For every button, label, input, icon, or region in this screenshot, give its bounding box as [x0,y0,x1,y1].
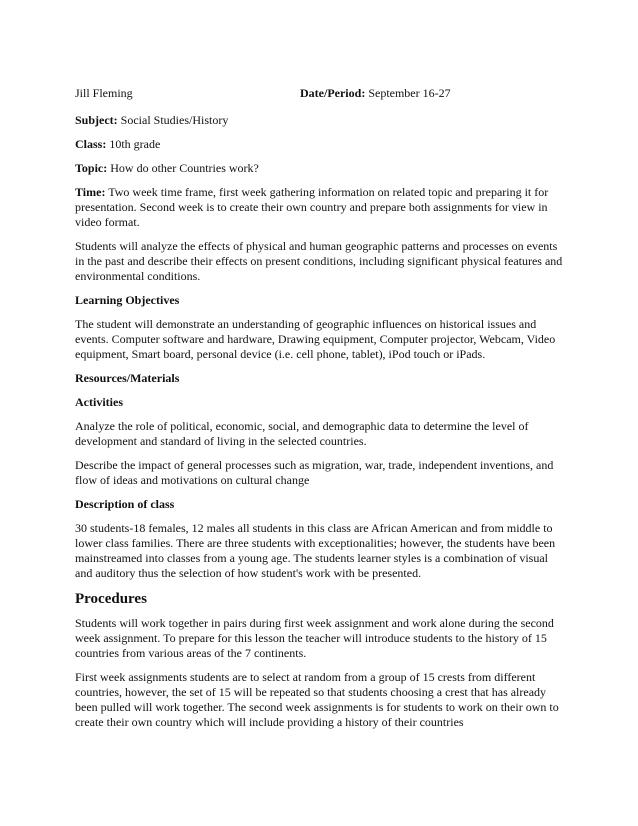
subject-field [75,113,567,128]
time-value: Two week time frame, first week gathering information on related topic and preparing it for presentation. Second week is to create their own country and prepare both assignments for view in video format. [75,185,549,229]
learning-objectives-text: The student will demonstrate an understanding of geographic influences on historical issues and events. Computer software and hardware, Drawing equipment, Computer projector, Webcam, Video equipment, Smart board, personal device (i.e. cell phone, tablet), iPod touch or iPads. [75,317,556,361]
procedures-paragraph: First week assignments students are to select at random from a group of 15 crests from different countries, however, the set of 15 will be repeated so that students choosing a crest that has already been pulled will work together. The second week assignments is for students to work on their own to create their own country which will include providing a history of their countries [75,670,559,729]
procedures-paragraph: Students will work together in pairs during first week assignment and work alone during the second week assignment. To prepare for this lesson the teacher will introduce students to the history of 15 countries from various areas of the 7 continents. [75,616,554,660]
resources-heading: Resources/Materials [75,371,180,385]
class-description-text: 30 students-18 females, 12 males all students in this class are African American and from middle to lower class families. There are three students with exceptionalities; however, the students have been mainstreamed into classes from a young age. The students learner styles is a combination of visual and auditory thus the selection of how student's work with be presented. [75,521,556,580]
topic-label: Topic: [75,161,108,175]
lesson-plan [75,86,567,739]
date-value: September 16-27 [368,86,451,100]
activity-item: Analyze the role of political, economic, social, and demographic data to determine the level of development and standard of living in the selected countries. [75,419,529,448]
subject-label: Subject: [75,113,118,127]
author-name: Jill Fleming [75,86,133,100]
class-field [75,137,567,152]
activities-heading: Activities [75,395,123,409]
time-field [75,185,567,230]
class-description-heading: Description of class [75,497,175,511]
class-label: Class: [75,137,107,151]
procedures-heading: Procedures [75,591,147,607]
date-label: Date/Period: [300,86,366,100]
topic-field [75,161,567,176]
time-label: Time: [75,185,106,199]
learning-objectives-heading: Learning Objectives [75,293,180,307]
topic-value: How do other Countries work? [110,161,259,175]
intro-paragraph: Students will analyze the effects of physical and human geographic patterns and processes on events in the past and describe their effects on present conditions, including significant physical features and environmental conditions. [75,239,563,283]
header-line [75,86,567,101]
subject-value: Social Studies/History [120,113,229,127]
activity-item: Describe the impact of general processes such as migration, war, trade, independent inventions, and flow of ideas and motivations on cultural change [75,458,554,487]
date-period [300,86,451,101]
class-value: 10th grade [109,137,161,151]
